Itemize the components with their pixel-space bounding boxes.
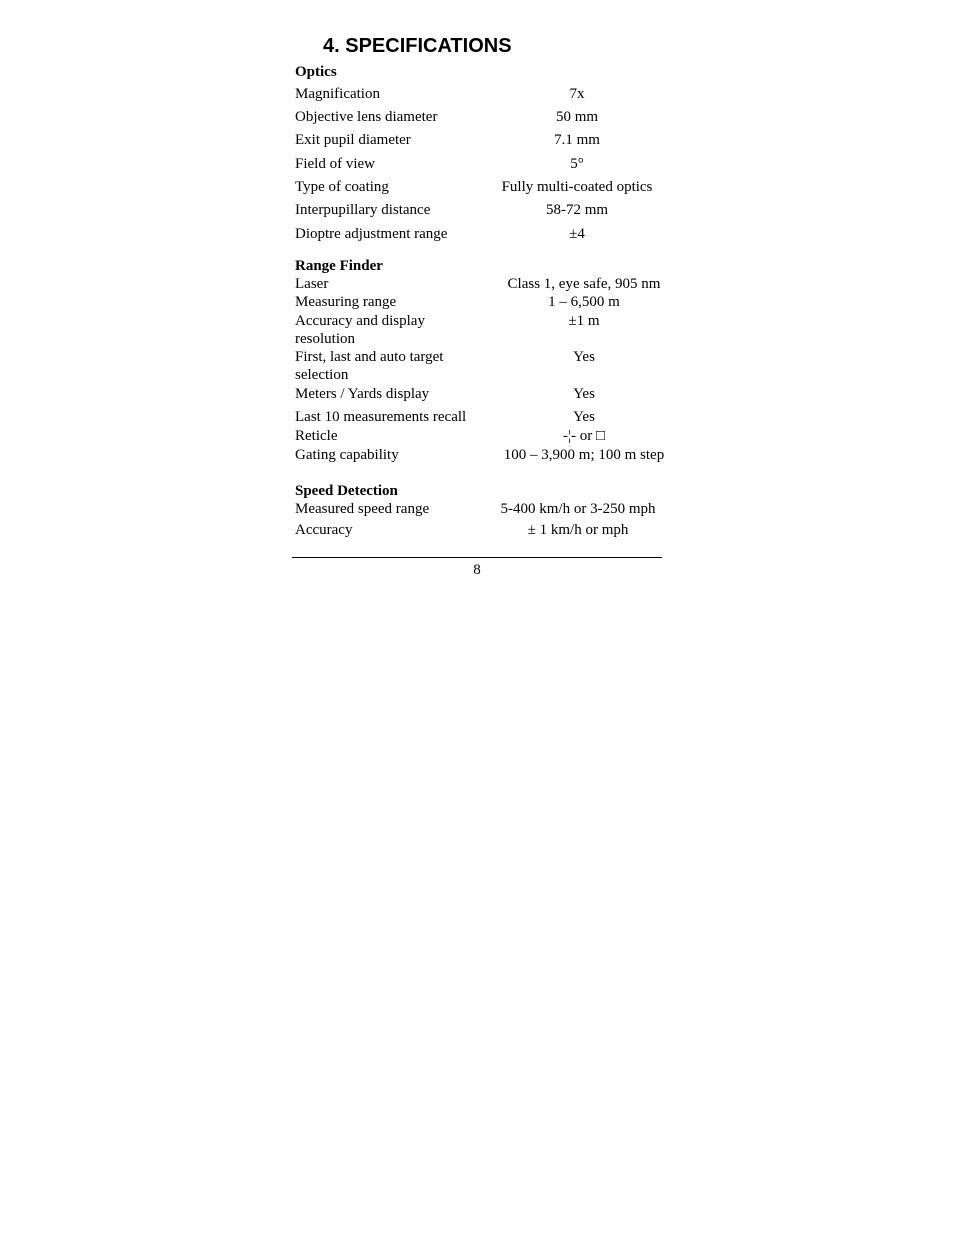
- spec-label: Measuring range: [295, 294, 397, 310]
- spec-label: Measured speed range: [295, 501, 430, 517]
- spec-label: Reticle: [295, 428, 338, 444]
- spec-label: Field of view: [295, 156, 375, 172]
- spec-value: 7x: [569, 86, 585, 102]
- spec-label: Interpupillary distance: [295, 202, 431, 218]
- spec-label: Accuracy: [295, 522, 353, 538]
- spec-label: Meters / Yards display: [295, 386, 430, 402]
- spec-value: ± 1 km/h or mph: [527, 522, 629, 538]
- section-heading-speed-detection: Speed Detection: [295, 483, 398, 499]
- page-title: 4. SPECIFICATIONS: [323, 35, 512, 57]
- spec-value: Yes: [573, 349, 595, 365]
- spec-value: 5-400 km/h or 3-250 mph: [500, 501, 656, 517]
- spec-value: 100 – 3,900 m; 100 m step: [503, 447, 665, 463]
- spec-label: Objective lens diameter: [295, 109, 438, 125]
- footer-divider: [292, 557, 662, 558]
- spec-value: Yes: [573, 409, 595, 425]
- spec-label: Type of coating: [295, 179, 389, 195]
- section-heading-optics: Optics: [295, 64, 337, 80]
- spec-label: Last 10 measurements recall: [295, 409, 467, 425]
- spec-value: 5°: [570, 156, 584, 172]
- spec-value: 50 mm: [555, 109, 599, 125]
- spec-label: Accuracy and display resolution: [295, 313, 425, 347]
- spec-label: Magnification: [295, 86, 380, 102]
- spec-label: Exit pupil diameter: [295, 132, 411, 148]
- spec-label: Gating capability: [295, 447, 399, 463]
- spec-value: -¦- or □: [562, 428, 606, 444]
- section-heading-range-finder: Range Finder: [295, 258, 383, 274]
- spec-label: First, last and auto target selection: [295, 349, 444, 383]
- spec-value: ±1 m: [568, 313, 600, 329]
- spec-value: 1 – 6,500 m: [548, 294, 620, 310]
- page-number: 8: [473, 562, 481, 578]
- spec-value: 7.1 mm: [554, 132, 600, 148]
- spec-value: Class 1, eye safe, 905 nm: [507, 276, 661, 292]
- spec-value: ±4: [569, 226, 585, 242]
- spec-label: Laser: [295, 276, 329, 292]
- spec-value: 58-72 mm: [545, 202, 609, 218]
- spec-label: Dioptre adjustment range: [295, 226, 448, 242]
- spec-value: Yes: [573, 386, 595, 402]
- spec-value: Fully multi-coated optics: [501, 179, 653, 195]
